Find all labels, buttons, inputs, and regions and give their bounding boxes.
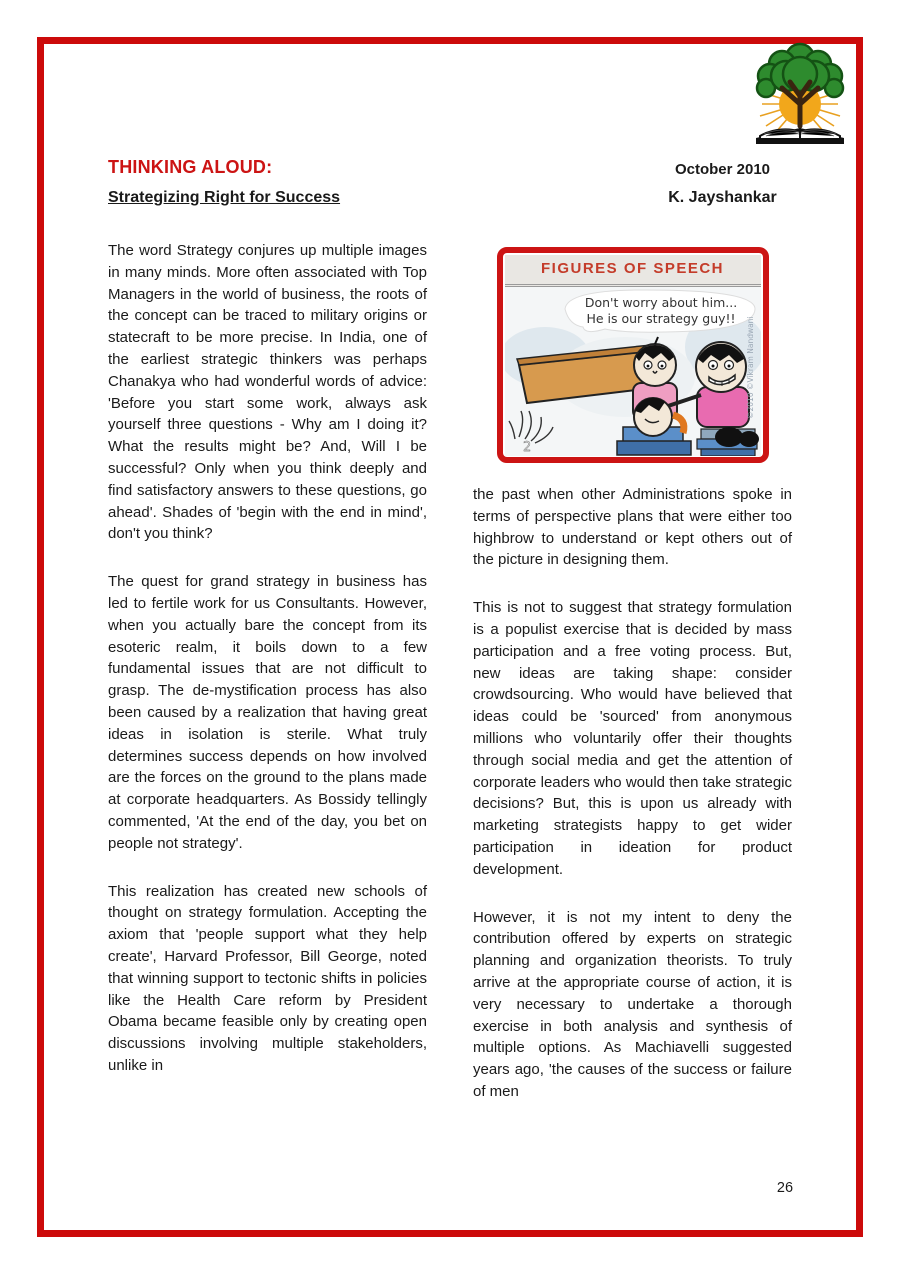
book-stack bbox=[697, 427, 759, 456]
paragraph: the past when other Administrations spoke in terms of perspective plans that were either too highbrow to understand or kept others out of the picture in designing them. bbox=[473, 486, 792, 569]
svg-text:2: 2 bbox=[522, 439, 531, 455]
cartoon-title: FIGURES OF SPEECH bbox=[505, 255, 761, 287]
plant-sketch bbox=[509, 411, 553, 443]
tree-book-logo-graphic bbox=[742, 42, 858, 156]
issue-date: October 2010 bbox=[674, 161, 771, 178]
speech-text-line1: Don't worry about him... bbox=[584, 294, 737, 310]
paragraph: This is not to suggest that strategy formulation is a populist exercise that is decided by mass participation and a free voting process. But, new ideas are taking shape: consider crowdsourcing. Who would have believed that ideas could be 'sourced' from anonymous millions who voluntarily offer their thoughts through social media and get the attention of corporate leaders who would then take strategic decisions? But, this is upon us already with marketing strategists happy to get wider participation in ideation for product development. bbox=[473, 599, 792, 878]
left-column bbox=[108, 240, 427, 1129]
right-column bbox=[473, 240, 792, 1129]
article-body bbox=[108, 240, 792, 1129]
page-number: 26 bbox=[776, 1180, 794, 1196]
paragraph: The quest for grand strategy in business has led to fertile work for us Consultants. However, when you actually bare the concept from its esoteric realm, it boils down to a few fundamental issues that are not difficult to grasp. The de-mystification process has also been caused by a realization that having great ideas in isolation is sterile. What truly determines success depends on how involved are the forces on the ground to the plans made at corporate headquarters. As Bossidy tellingly commented, 'At the end of the day, you bet on people not strategy'. bbox=[108, 573, 427, 852]
tree-book-logo bbox=[742, 42, 858, 156]
author-name: K. Jayshankar bbox=[668, 189, 777, 206]
article-title: Strategizing Right for Success bbox=[108, 189, 341, 206]
paragraph: However, it is not my intent to deny the contribution offered by experts on strategic planning and organization theorists. To truly arrive at the appropriate course of action, it is very necessary to undertake a thorough exercise in both analysis and synthesis of multiple options. As Machiavelli suggested years ago, 'the causes of the success or failure of men bbox=[473, 908, 792, 1100]
paragraph: The word Strategy conjures up multiple images in many minds. More often associated with Top Managers in the world of business, the roots of the concept can be traced to military origins or statecraft to be more precise. In India, one of the earliest strategic thinkers was perhaps Chanakya who had wonderful words of advice: 'Before you start some work, always ask yourself three questions - Why am I doing it? What the results might be? And, Will I be successful? Only when you think deeply and find satisfactory answers to these questions, go ahead'. Shades of 'begin with the end in mind', don't you think? bbox=[108, 242, 427, 543]
paragraph: This realization has created new schools of thought on strategy formulation. Accepting the axiom that 'people support what they help create', Harvard Professor, Bill George, noted that winning support to tectonic shifts in policies like the Health Care reform by President Obama became feasible only by creating open discussions involving multiple stakeholders, unlike in bbox=[108, 882, 427, 1074]
cartoon-watermark: ©2010 ©Vikram Nandwani bbox=[745, 316, 755, 419]
cartoon-illustration bbox=[505, 287, 761, 456]
cartoon-figure bbox=[497, 247, 769, 463]
speech-bubble bbox=[565, 290, 755, 332]
speech-text-line2: He is our strategy guy!! bbox=[585, 310, 736, 326]
page-title: THINKING ALOUD: bbox=[108, 157, 273, 177]
